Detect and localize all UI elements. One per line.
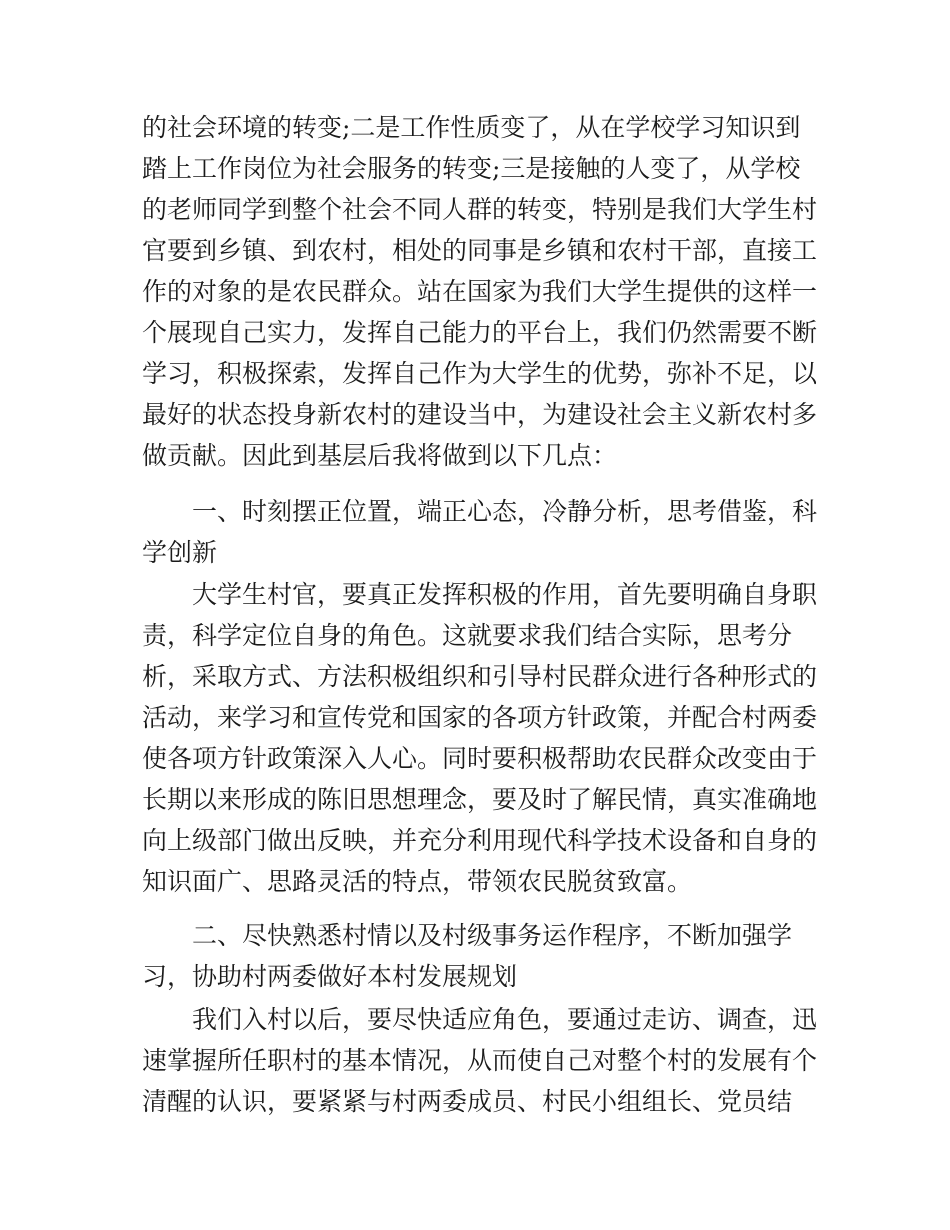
text-line: 速掌握所任职村的基本情况，从而使自己对整个村的发展有个 [142,1046,818,1075]
section-heading-1: 一、时刻摆正位置，端正心态，冷静分析，思考借鉴，科 [192,497,818,526]
section-heading-2-cont: 习，协助村两委做好本村发展规划 [142,962,518,991]
section-heading-1-cont: 学创新 [142,538,218,567]
text-line: 最好的状态投身新农村的建设当中，为建设社会主义新农村多 [142,400,818,429]
section-heading-2: 二、尽快熟悉村情以及村级事务运作程序，不断加强学 [192,921,793,950]
text-line: 踏上工作岗位为社会服务的转变;三是接触的人变了，从学校 [142,154,801,183]
text-line: 长期以来形成的陈旧思想理念，要及时了解民情，真实准确地 [142,785,818,814]
text-line: 知识面广、思路灵活的特点，带领农民脱贫致富。 [142,867,693,896]
text-line: 做贡献。因此到基层后我将做到以下几点： [142,441,618,470]
text-line: 官要到乡镇、到农村，相处的同事是乡镇和农村干部，直接工 [142,236,818,265]
text-line: 的老师同学到整个社会不同人群的转变，特别是我们大学生村 [142,195,818,224]
text-line: 析，采取方式、方法积极组织和引导村民群众进行各种形式的 [142,662,818,691]
text-line: 活动，来学习和宣传党和国家的各项方针政策，并配合村两委 [142,703,818,732]
text-line: 的社会环境的转变;二是工作性质变了，从在学校学习知识到 [142,113,801,142]
text-line: 责，科学定位自身的角色。这就要求我们结合实际，思考分 [142,621,793,650]
text-line: 学习，积极探索，发挥自己作为大学生的优势，弥补不足，以 [142,359,818,388]
text-line: 个展现自己实力，发挥自己能力的平台上，我们仍然需要不断 [142,318,818,347]
paragraph-start: 我们入村以后，要尽快适应角色，要通过走访、调查，迅 [192,1005,818,1034]
text-line: 作的对象的是农民群众。站在国家为我们大学生提供的这样一 [142,277,818,306]
text-line: 向上级部门做出反映，并充分利用现代科学技术设备和自身的 [142,826,818,855]
text-line: 清醒的认识，要紧紧与村两委成员、村民小组组长、党员结 [142,1087,793,1116]
paragraph-start: 大学生村官，要真正发挥积极的作用，首先要明确自身职 [192,580,818,609]
text-line: 使各项方针政策深入人心。同时要积极帮助农民群众改变由于 [142,744,818,773]
